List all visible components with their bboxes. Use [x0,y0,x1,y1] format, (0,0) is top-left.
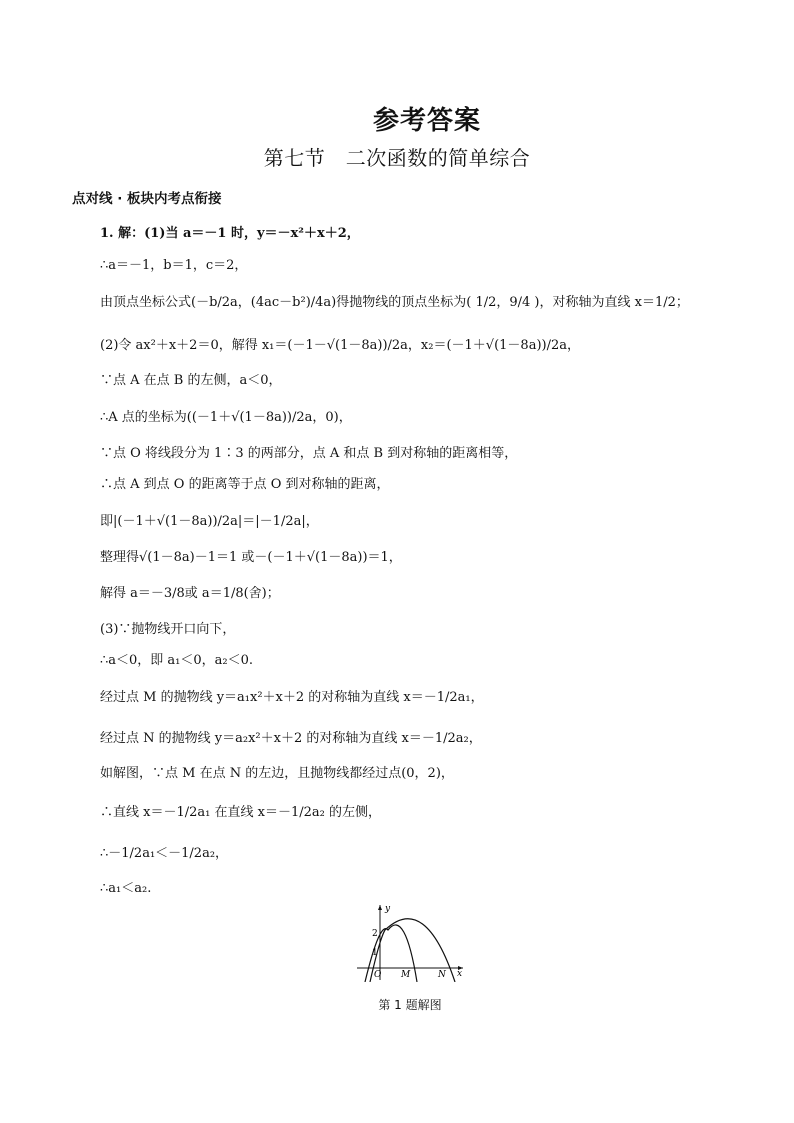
solution-line-17: ∴直线 x＝－1/2a₁ 在直线 x＝－1/2a₂ 的左侧， [100,805,381,820]
point-m-label: M [401,970,411,980]
y-tick-1: 1 [372,948,378,958]
solution-line-2: ∴a＝－1，b＝1，c＝2， [100,258,248,273]
y-axis-arrow [378,905,382,910]
x-axis-label: x [457,969,463,979]
point-n-label: N [438,970,446,980]
solution-line-4: (2)令 ax²＋x＋2＝0，解得 x₁＝(－1－√(1－8a))/2a，x₂＝(－1＋√(1－8a))/2a， [100,338,581,353]
page-title: 参考答案 [372,106,481,136]
solution-line-19: ∴a₁＜a₂. [100,881,152,896]
solution-line-18: ∴－1/2a₁＜－1/2a₂， [100,846,229,861]
origin-label: O [374,970,382,980]
solution-line-1: 1. 解：(1)当 a＝－1 时，y＝－x²＋x＋2， [100,226,360,241]
solution-line-10: 整理得√(1－8a)－1＝1 或－(－1＋√(1－8a))＝1， [100,550,402,565]
solution-line-16: 如解图，∵点 M 在点 N 的左边，且抛物线都经过点(0，2)， [100,766,454,781]
solution-line-14: 经过点 M 的抛物线 y＝a₁x²＋x＋2 的对称轴为直线 x＝－1/2a₁， [100,690,484,705]
parabola-figure [355,902,465,982]
solution-line-6: ∴A 点的坐标为((－1＋√(1－8a))/2a，0)， [100,410,352,425]
figure-caption: 第 1 题解图 [378,998,442,1012]
solution-line-3: 由顶点坐标公式(－b/2a，(4ac－b²)/4a)得抛物线的顶点坐标为( 1/2，9/4 )，对称轴为直线 x＝1/2； [100,295,689,310]
solution-line-7: ∵点 O 将线段分为 1∶3 的两部分，点 A 和点 B 到对称轴的距离相等， [100,446,518,461]
y-tick-2: 2 [372,929,378,939]
solution-line-9: 即|(－1＋√(1－8a))/2a|＝|－1/2a|， [100,514,319,529]
solution-line-8: ∴点 A 到点 O 的距离等于点 O 到对称轴的距离， [100,477,390,492]
y-axis-label: y [385,904,391,914]
solution-line-13: ∴a＜0，即 a₁＜0，a₂＜0. [100,653,254,668]
solution-line-11: 解得 a＝－3/8或 a＝1/8(舍)； [100,586,280,601]
solution-line-5: ∵点 A 在点 B 的左侧，a＜0， [100,373,282,388]
section-heading: 点对线 · 板块内考点衔接 [72,191,222,207]
solution-line-12: (3)∵抛物线开口向下， [100,622,236,637]
section-subtitle: 第七节 二次函数的简单综合 [263,146,531,170]
solution-line-15: 经过点 N 的抛物线 y＝a₂x²＋x＋2 的对称轴为直线 x＝－1/2a₂， [100,731,482,746]
